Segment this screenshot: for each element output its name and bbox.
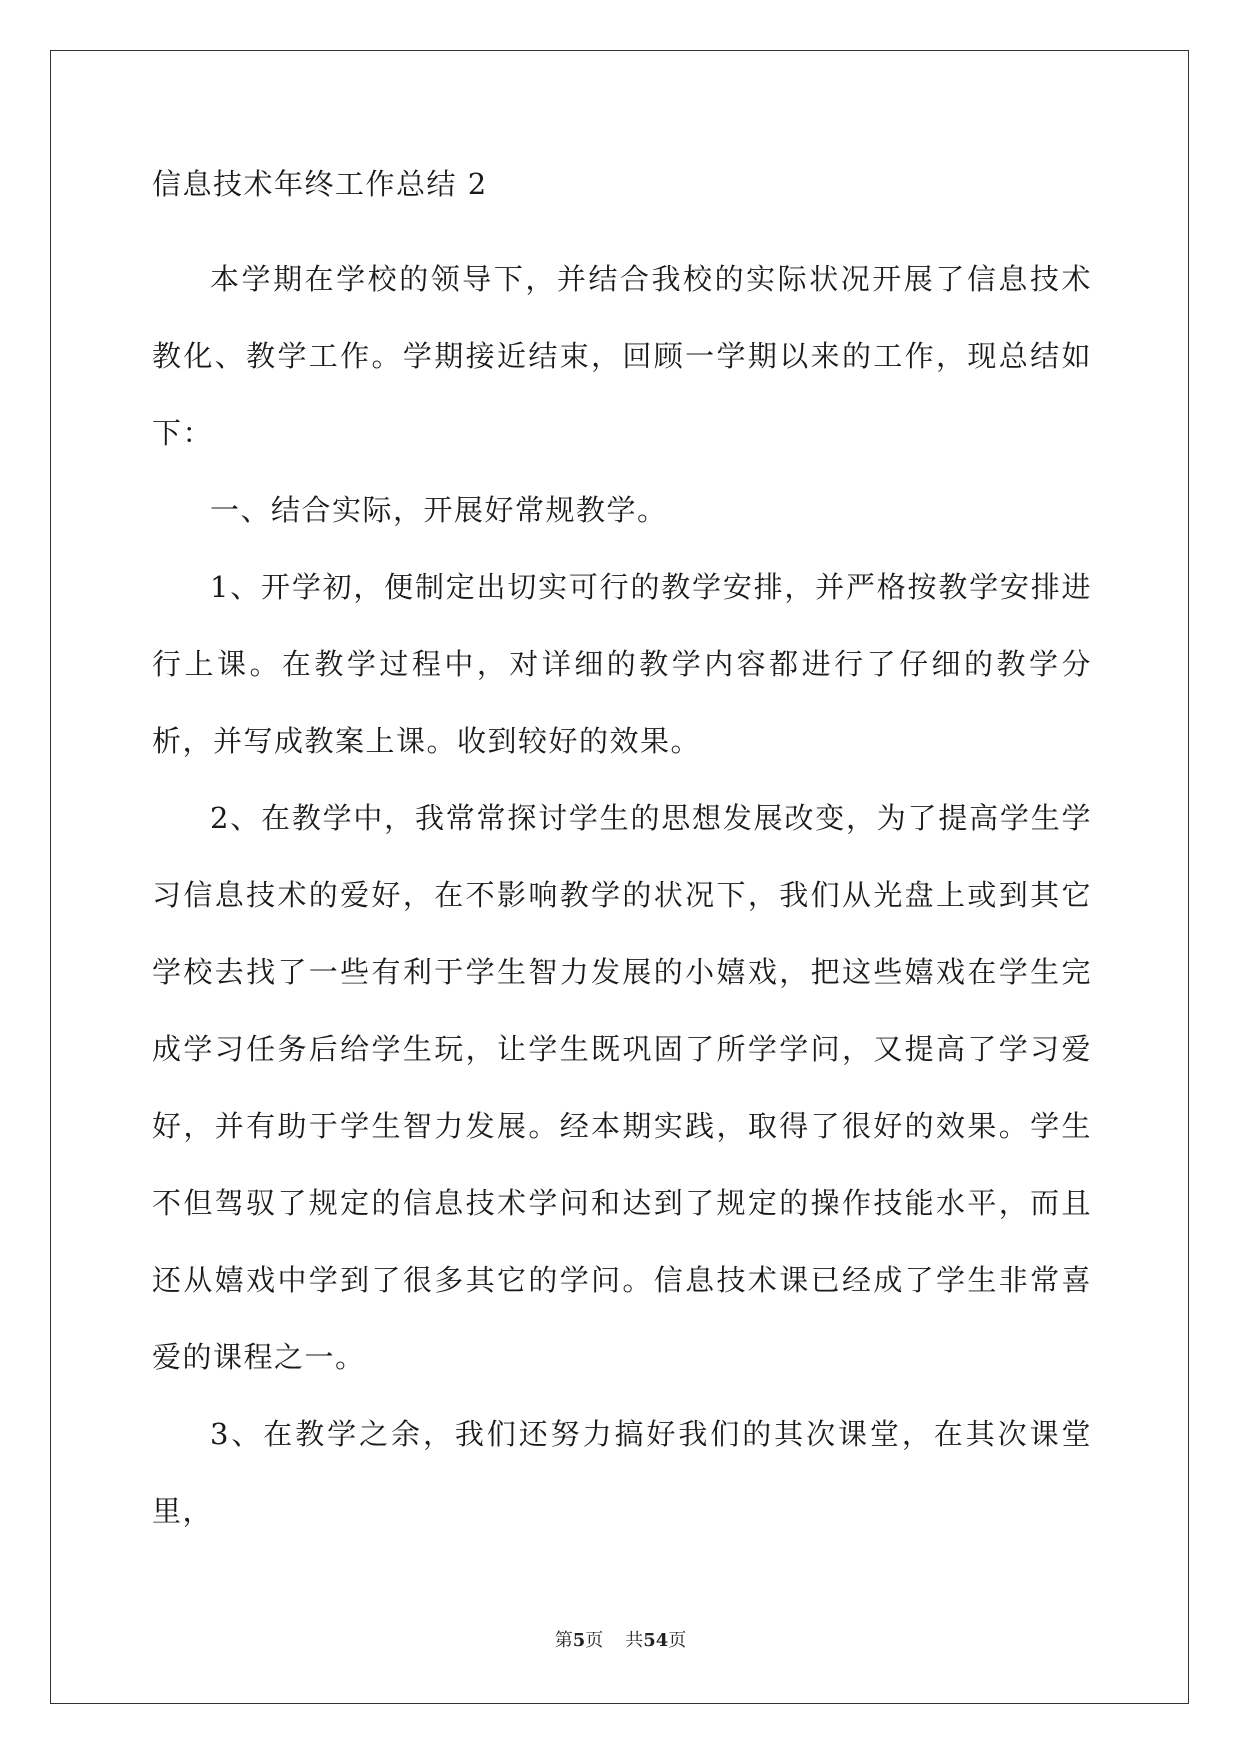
paragraph-intro: 本学期在学校的领导下，并结合我校的实际状况开展了信息技术教化、教学工作。学期接近结束，回顾一学期以来的工作，现总结如下： bbox=[152, 262, 1092, 450]
page-suffix: 页 bbox=[585, 1630, 604, 1651]
paragraph-item-1: 1、开学初，便制定出切实可行的教学安排，并严格按教学安排进行上课。在教学过程中，对详细的教学内容都进行了仔细的教学分析，并写成教案上课。收到较好的效果。 bbox=[152, 570, 1092, 758]
paragraph-section-heading: 一、结合实际，开展好常规教学。 bbox=[210, 493, 668, 527]
total-prefix: 共 bbox=[625, 1630, 644, 1651]
paragraph-item-2: 2、在教学中，我常常探讨学生的思想发展改变，为了提高学生学习信息技术的爱好，在不影响教学的状况下，我们从光盘上或到其它学校去找了一些有利于学生智力发展的小嬉戏，把这些嬉戏在学生完成学习任务后给学生玩，让学生既巩固了所学学问，又提高了学习爱好，并有助于学生智力发展。经本期实践，取得了很好的效果。学生不但驾驭了规定的信息技术学问和达到了规定的操作技能水平，而且还从嬉戏中学到了很多其它的学问。信息技术课已经成了学生非常喜爱的课程之一。 bbox=[152, 801, 1092, 1374]
total-pages: 54 bbox=[643, 1630, 669, 1651]
page-footer bbox=[0, 1626, 1241, 1652]
page-number: 5 bbox=[572, 1630, 586, 1651]
document-body bbox=[152, 164, 1092, 1550]
page-prefix: 第 bbox=[554, 1630, 573, 1651]
paragraph-item-3: 3、在教学之余，我们还努力搞好我们的其次课堂，在其次课堂里， bbox=[152, 1417, 1092, 1528]
total-suffix: 页 bbox=[668, 1630, 687, 1651]
document-title: 信息技术年终工作总结 2 bbox=[152, 167, 488, 201]
